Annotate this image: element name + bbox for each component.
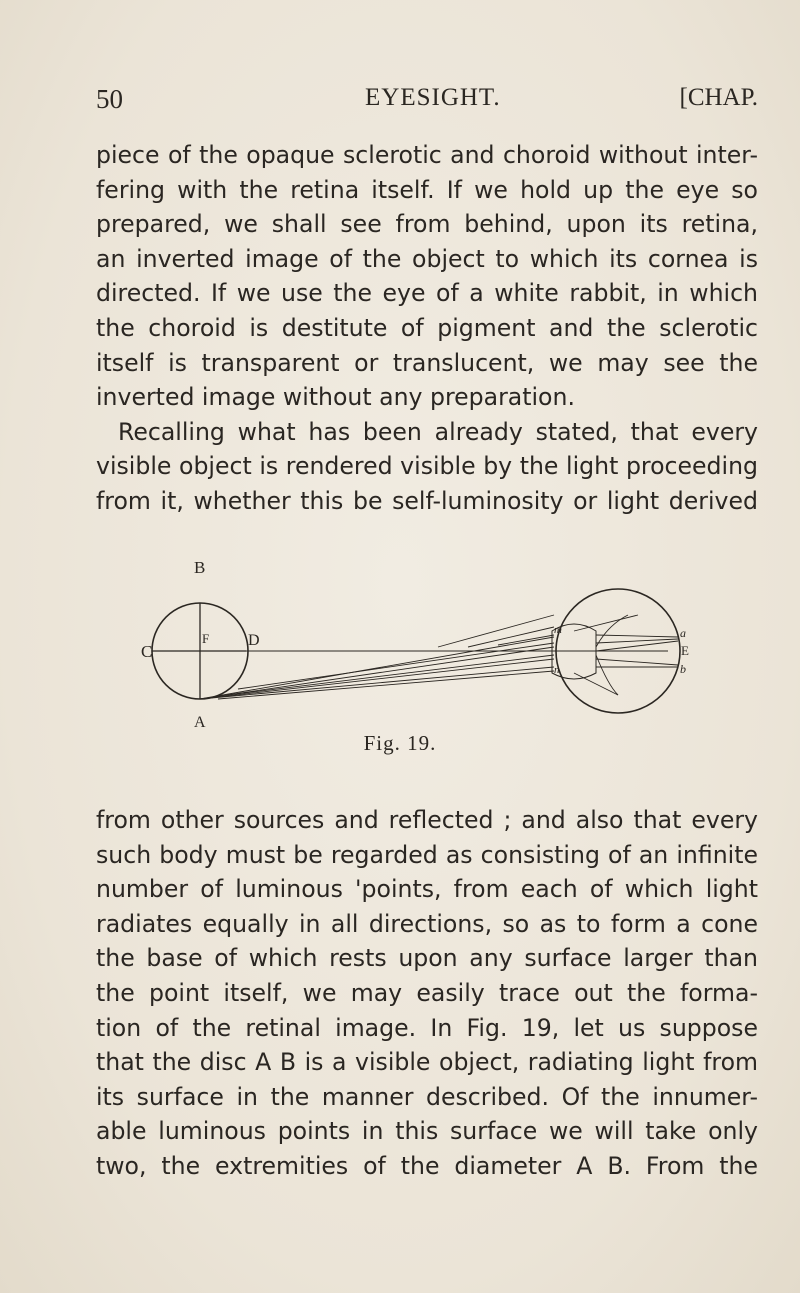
text-line: the point itself, we may easily trace out the forma- (96, 978, 758, 1007)
text-line: from it, whether this be self-luminosity or light derived (96, 486, 758, 515)
text-line: tion of the retinal image. In Fig. 19, let us suppose (96, 1013, 758, 1042)
label-a: A (194, 714, 206, 730)
label-d: D (248, 632, 260, 649)
label-c: C (141, 642, 153, 661)
text-line: an inverted image of the object to which its cornea is (96, 244, 758, 273)
text-block-top (96, 138, 758, 519)
text-line: two, the extremities of the diameter A B. From the (96, 1151, 758, 1180)
running-header (96, 84, 758, 120)
text-line: such body must be regarded as consisting of an infinite (96, 840, 758, 869)
text-line: prepared, we shall see from behind, upon its retina, (96, 210, 758, 239)
page-number: 50 (96, 84, 123, 114)
text-line: its surface in the manner described. Of the innumer- (96, 1082, 758, 1111)
label-n: n (554, 664, 560, 676)
text-line: visible object is rendered visible by the light proceeding (96, 452, 758, 481)
text-line: Recalling what has been already stated, that every (118, 417, 758, 446)
text-line: directed. If we use the eye of a white rabbit, in which (96, 279, 758, 308)
eye-optics-diagram (138, 555, 718, 730)
text-block-bottom (96, 803, 758, 1184)
text-line: fering with the retina itself. If we hold up the eye so (96, 175, 758, 204)
label-m: m (554, 624, 562, 636)
text-line: the base of which rests upon any surface larger than (96, 944, 758, 973)
text-line: number of luminous 'points, from each of which light (96, 875, 758, 904)
text-line: the choroid is destitute of pigment and the sclerotic (96, 313, 758, 342)
text-line: radiates equally in all directions, so as to form a cone (96, 909, 758, 938)
label-a-image: a (680, 626, 686, 640)
text-line: piece of the opaque sclerotic and choroid without inter- (96, 141, 758, 169)
running-title: EYESIGHT. (365, 84, 501, 111)
label-b-image: b (680, 662, 686, 676)
label-e: E (681, 643, 689, 658)
label-b: B (194, 558, 206, 577)
figure-caption: Fig. 19. (363, 731, 437, 755)
text-line: itself is transparent or translucent, we may see the (96, 348, 758, 377)
text-line: that the disc A B is a visible object, radiating light from (96, 1048, 758, 1077)
text-line: from other sources and reflected ; and also that every (96, 806, 758, 834)
figure-19-diagram (138, 555, 718, 730)
text-line: able luminous points in this surface we will take only (96, 1117, 758, 1146)
text-line: inverted image without any preparation. (96, 383, 575, 412)
label-f: F (202, 631, 210, 646)
chapter-marker: [CHAP. (679, 84, 758, 111)
